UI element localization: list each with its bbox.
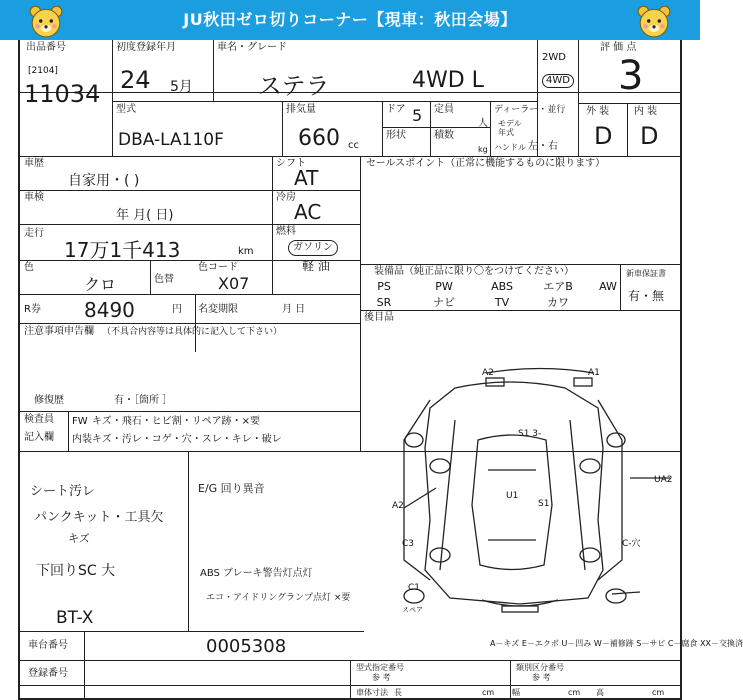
ac-label: 冷房	[276, 192, 296, 203]
dims-height-label: 高	[596, 688, 604, 697]
shift-label: シフト	[276, 158, 306, 169]
repair-value: 有・［箇所 ］	[114, 395, 173, 406]
sales-label: セールスポイント（正常に機能するものに限ります）	[366, 158, 606, 169]
equipment-item: AW	[599, 280, 617, 293]
score-value: 3	[618, 53, 644, 99]
damage-mark-c1: C1	[408, 583, 421, 593]
left-note-3: キズ	[68, 532, 90, 545]
handle-label: ハンドル	[494, 143, 526, 152]
dims-width-label: 幅	[512, 688, 520, 697]
dims-label: 車体寸法	[356, 688, 388, 697]
type-label: 型式	[116, 104, 136, 115]
damage-mark-ua2: UA2	[654, 475, 673, 485]
model-value: ステラ	[258, 72, 330, 100]
right-note-3: エコ・アイドリングランプ点灯 ×要	[206, 593, 351, 603]
warranty-value: 有・無	[628, 289, 665, 303]
equipment-item: PW	[435, 280, 453, 293]
damage-mark-s1: S1	[538, 499, 550, 509]
first-reg-label: 初度登録年月	[116, 42, 176, 53]
drive-4wd-circled: 4WD	[542, 74, 574, 88]
dims-len-cm: cm	[482, 688, 495, 697]
lot-number: 11034	[24, 80, 101, 108]
recycle-unit: 円	[172, 304, 182, 315]
mileage-label: 走行	[24, 228, 44, 239]
int-label: 内装	[72, 434, 92, 445]
equipment-item: カワ	[547, 296, 569, 309]
model-year-label: モデル	[498, 119, 522, 128]
lot-label: 出品番号	[26, 42, 66, 53]
fuel-label: 燃料	[276, 226, 296, 237]
lot-sub: [2104]	[28, 66, 58, 76]
recycle-value: 8490	[84, 298, 135, 322]
notes-sub: （不具合内容等は具体的に記入して下さい）	[102, 327, 283, 337]
fw-items: キズ・飛石・ヒビ割・リペア跡・×要	[92, 416, 260, 427]
class-sub: 参 考	[532, 673, 551, 682]
disp-label: 排気量	[286, 104, 316, 115]
equipment-item: TV	[494, 296, 510, 309]
mileage-unit: km	[238, 246, 254, 257]
drive-2wd: 2WD	[542, 52, 566, 63]
left-note-4: 下回りSC 大	[36, 563, 116, 579]
equipment-item: ナビ	[433, 296, 455, 309]
right-note-2: ABS ブレーキ警告灯点灯	[200, 568, 313, 579]
damage-mark-a2-front: A2	[482, 368, 494, 378]
handle-value: 左・右	[528, 141, 558, 152]
first-reg-month: 5月	[170, 79, 193, 95]
bear-mascot-icon	[28, 3, 64, 39]
cap-unit: 人	[478, 118, 488, 129]
name-change-label: 名変期限	[198, 304, 238, 315]
ext-value: D	[594, 122, 613, 150]
shift-value: AT	[294, 166, 319, 190]
doors-value: 5	[412, 106, 423, 125]
fw-label: FW	[72, 416, 88, 427]
mileage-value: 17万1千413	[64, 238, 181, 262]
type-cert-sub: 参 考	[372, 673, 391, 682]
color-code-label: 色コード	[198, 262, 238, 273]
color-change-label: 色替	[154, 274, 174, 285]
type-cert-label: 型式指定番号	[356, 663, 404, 672]
inspection-value: 年 月( 日)	[116, 208, 174, 223]
notes-label: 注意事項申告欄	[24, 326, 94, 337]
warranty-label: 新車保証書	[626, 269, 666, 278]
disp-unit: cc	[348, 140, 359, 151]
bear-mascot-icon	[636, 3, 672, 39]
inspection-label: 車検	[24, 192, 44, 203]
doors-label: ドア	[386, 104, 406, 115]
damage-legend: A－キズ E－エクボ U－凹み W－補修跡 S－サビ C－腐食 XX－交換済	[490, 639, 743, 648]
ac-value: AC	[294, 200, 322, 224]
left-note-5: BT-X	[56, 608, 94, 628]
equipment-item: SR	[376, 296, 392, 309]
damage-mark-s1-roof: S1 3-	[518, 429, 542, 439]
color-label: 色	[24, 262, 34, 273]
recycle-label: R券	[24, 304, 41, 315]
inspector-label1: 検査員	[24, 414, 54, 425]
spare-label: スペア	[402, 606, 423, 614]
history-value: 自家用・( )	[68, 173, 140, 189]
inspector-label2: 記入欄	[24, 432, 54, 443]
dims-width-cm: cm	[568, 688, 581, 697]
banner-title-wrap	[0, 0, 700, 40]
equipment-item: PS	[377, 280, 391, 293]
model-year-label2: 年式	[498, 128, 514, 137]
dealer-label: ディーラー・並行	[494, 105, 566, 115]
load-label: 積数	[434, 130, 454, 141]
damage-mark-u1: U1	[506, 491, 519, 501]
equipment-item: ABS	[491, 280, 513, 293]
type-value: DBA-LA110F	[118, 130, 224, 150]
ext-label: 外 装	[586, 106, 610, 117]
name-change-value: 月 日	[282, 304, 306, 315]
chassis-value: 0005308	[206, 636, 287, 657]
int-value: D	[640, 122, 659, 150]
disp-value: 660	[298, 126, 340, 151]
color-code-value: X07	[218, 274, 250, 293]
score-label: 評 価 点	[600, 42, 637, 53]
cap-label: 定員	[434, 104, 454, 115]
history-label: 車歴	[24, 158, 44, 169]
first-reg-year: 24	[120, 66, 151, 94]
left-note-1: シート汚レ	[30, 484, 96, 499]
rear-seat-label: 後目品	[364, 312, 394, 323]
int-label: 内 装	[634, 106, 658, 117]
fuel-diesel: 軽 油	[302, 259, 330, 273]
right-note-1: E/G 回り異音	[198, 482, 265, 495]
shape-label: 形状	[386, 130, 406, 141]
model-label: 車名・グレード	[217, 42, 287, 53]
banner-title: JU秋田ゼロ切りコーナー【現車：秋田会場】	[183, 10, 517, 29]
repair-label: 修復歴	[34, 395, 64, 406]
equipment-item: エアB	[543, 280, 573, 293]
left-note-2: パンクキット・工具欠	[34, 510, 164, 525]
dims-len-label: 長	[394, 688, 402, 697]
damage-mark-a2-side: A2	[392, 501, 404, 511]
fuel-gas-circled: ガソリン	[288, 240, 338, 256]
equipment-label: 装備品（純正品に限り〇をつけてください）	[374, 266, 574, 277]
damage-mark-c3: C3	[402, 539, 415, 549]
damage-mark-c-hole: C-穴	[622, 539, 641, 549]
int-items: キズ・汚レ・コゲ・穴・スレ・キレ・破レ	[92, 434, 282, 445]
grade-value: 4WD L	[412, 68, 484, 93]
damage-mark-a1-front: A1	[588, 368, 600, 378]
auction-sheet	[18, 40, 743, 700]
dims-height-cm: cm	[652, 688, 665, 697]
class-label: 類別区分番号	[516, 663, 564, 672]
chassis-label: 車台番号	[28, 640, 68, 651]
load-unit: kg	[478, 145, 488, 154]
reg-label: 登録番号	[28, 668, 68, 679]
color-value: クロ	[84, 275, 117, 294]
